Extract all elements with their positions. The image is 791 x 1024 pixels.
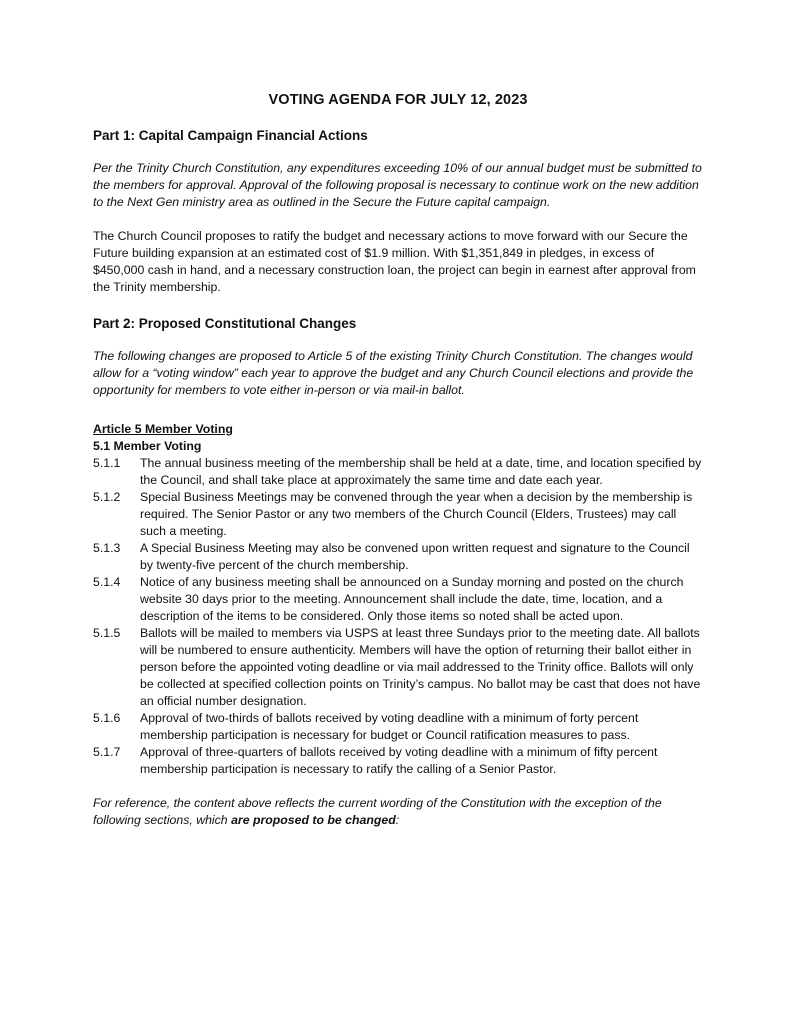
item-number: 5.1.7 [93,745,121,759]
item-number: 5.1.6 [93,711,121,725]
article-item [93,625,703,710]
part1-intro: Per the Trinity Church Constitution, any expenditures exceeding 10% of our annual budget must be submitted to the members for approval. Approval of the following proposal is necessary to continue work on the new addition to the Next Gen ministry area as outlined in the Secure the Future capital campaign. [93,161,702,209]
section-subheading: 5.1 Member Voting [93,439,202,453]
article-item-list [93,455,703,778]
item-text: Ballots will be mailed to members via USPS at least three Sundays prior to the meeting date. All ballots will be numbered to ensure authenticity. Members will have the option of returning their ballot either in person before the appointed voting deadline or via mail addressed to the Trinity office. Ballots will only be collected at specified collection points on Trinity’s campus. No ballot may be cast that does not have an official number designation. [140,626,701,708]
item-text: A Special Business Meeting may also be convened upon written request and signature to the Council by twenty-five percent of the church membership. [140,541,690,572]
item-number: 5.1.1 [93,456,121,470]
part1-heading: Part 1: Capital Campaign Financial Actions [93,128,368,143]
reference-text: For reference, the content above reflects the current wording of the Constitution with the exception of the following sections, which [93,796,662,827]
document-page [93,92,703,846]
article-item [93,744,703,778]
article-item [93,455,703,489]
part1-body: The Church Council proposes to ratify the budget and necessary actions to move forward with our Secure the Future building expansion at an estimated cost of $1.9 million. With $1,351,849 in pledges, in excess of $450,000 cash in hand, and a necessary construction loan, the project can begin in earnest after approval from the Trinity membership. [93,229,696,294]
article-item [93,540,703,574]
article-item [93,574,703,625]
item-number: 5.1.2 [93,490,121,504]
item-number: 5.1.5 [93,626,121,640]
article-item [93,489,703,540]
item-number: 5.1.4 [93,575,121,589]
item-text: The annual business meeting of the membership shall be held at a date, time, and location specified by the Council, and shall take place at approximately the same time and date each year. [140,456,702,487]
reference-end: : [395,813,400,827]
item-text: Special Business Meetings may be convened through the year when a decision by the membership is required. The Senior Pastor or any two members of the Church Council (Elders, Trustees) may call such a meeting. [140,490,693,538]
article-heading: Article 5 Member Voting [93,422,233,436]
part2-heading: Part 2: Proposed Constitutional Changes [93,316,357,331]
reference-emphasis: are proposed to be changed [231,813,396,827]
article-item [93,710,703,744]
item-text: Approval of two-thirds of ballots received by voting deadline with a minimum of forty percent membership participation is necessary for budget or Council ratification measures to pass. [140,711,639,742]
page-title: VOTING AGENDA FOR JULY 12, 2023 [268,92,528,108]
part2-intro: The following changes are proposed to Article 5 of the existing Trinity Church Constitution. The changes would allow for a “voting window” each year to approve the budget and any Church Council elections and provide the opportunity for members to vote either in-person or via mail-in ballot. [93,349,694,397]
item-text: Approval of three-quarters of ballots received by voting deadline with a minimum of fifty percent membership participation is necessary to ratify the calling of a Senior Pastor. [140,745,658,776]
reference-note [93,795,703,829]
item-text: Notice of any business meeting shall be announced on a Sunday morning and posted on the church website 30 days prior to the meeting. Announcement shall include the date, time, location, and a description of the items to be considered. Only those items so noted shall be acted upon. [140,575,684,623]
item-number: 5.1.3 [93,541,121,555]
